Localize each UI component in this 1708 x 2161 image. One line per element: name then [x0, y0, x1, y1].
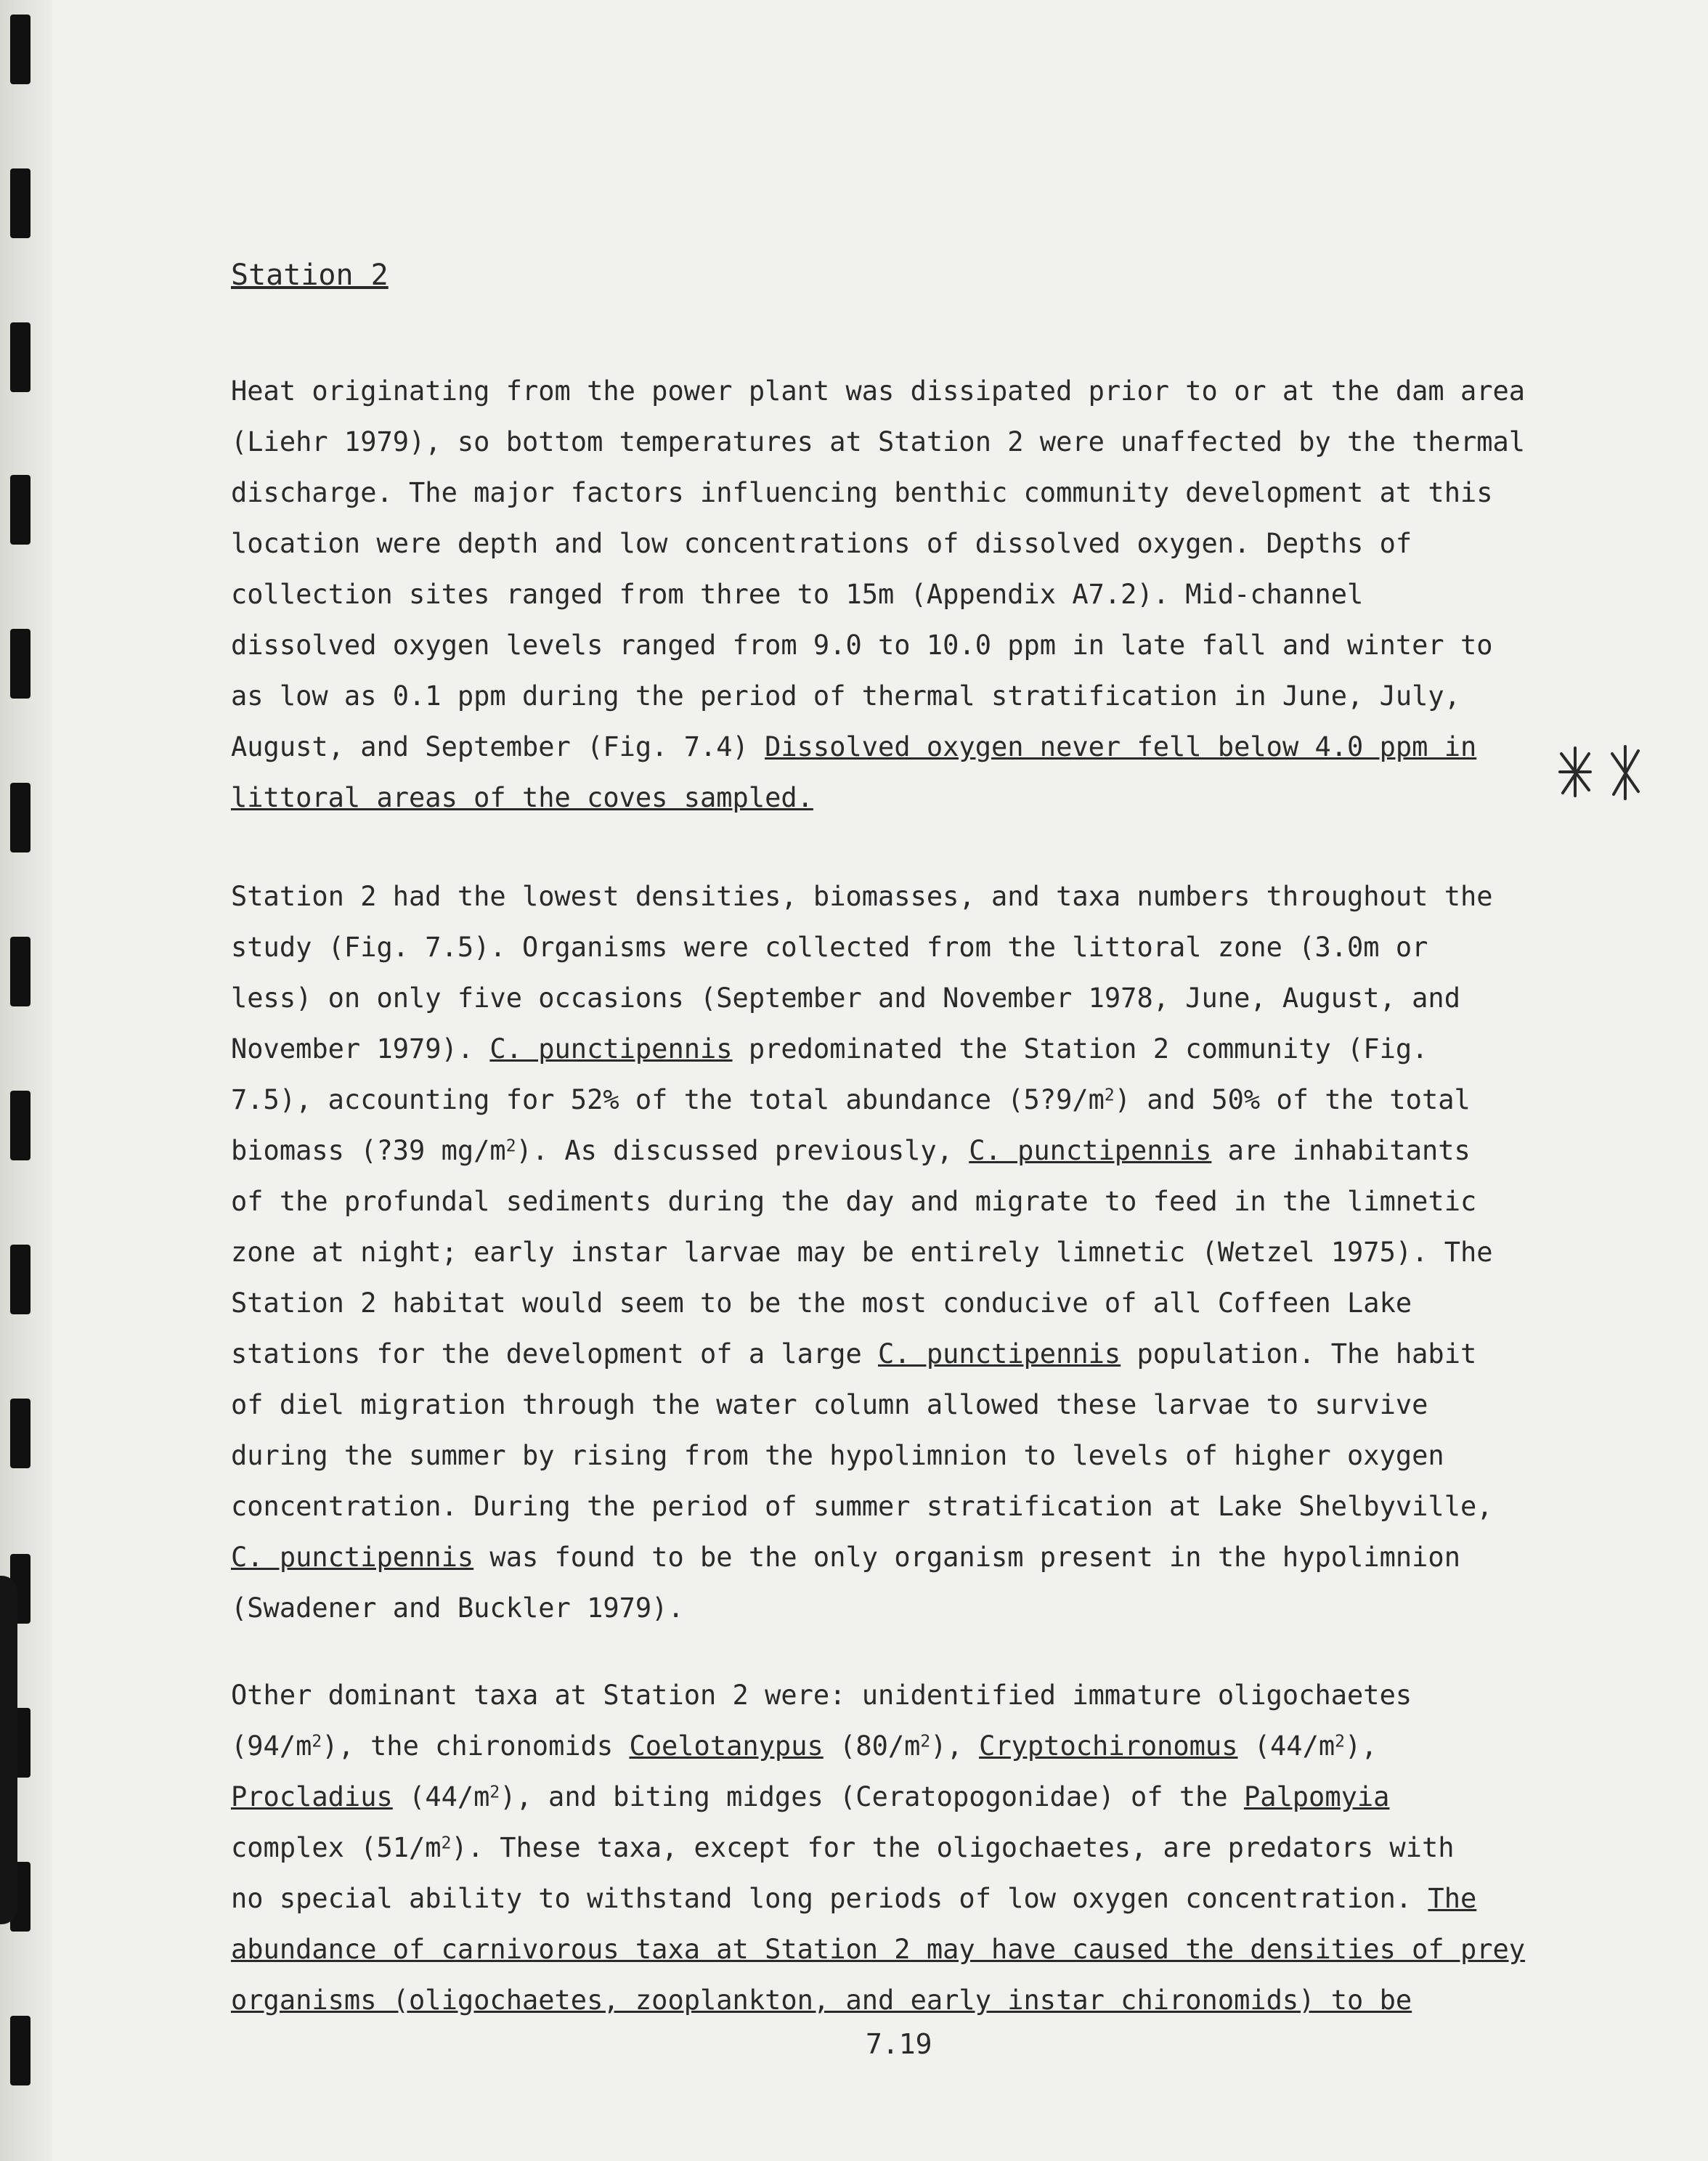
- text-line: [231, 1176, 1596, 1227]
- binder-hole: [10, 1245, 30, 1314]
- text-line: [231, 366, 1596, 417]
- text-segment: (Swadener and Buckler 1979).: [231, 1592, 684, 1624]
- text-line: [231, 1075, 1596, 1126]
- text-segment: population. The habit: [1121, 1338, 1477, 1370]
- text-line: [231, 671, 1596, 722]
- binder-hole: [10, 629, 30, 699]
- text-line: [231, 1126, 1596, 1176]
- text-segment: of diel migration through the water column allowed these larvae to survive: [231, 1389, 1428, 1420]
- superscript: 2: [1335, 1732, 1345, 1751]
- text-segment: ), and biting midges (Ceratopogonidae) of the: [500, 1781, 1244, 1812]
- text-segment: as low as 0.1 ppm during the period of thermal stratification in June, July,: [231, 680, 1460, 712]
- text-segment: (44/m: [392, 1781, 490, 1812]
- text-line: [231, 1481, 1596, 1532]
- text-segment: November 1979).: [231, 1033, 490, 1065]
- text-segment: (94/m: [231, 1730, 312, 1762]
- text-segment: Other dominant taxa at Station 2 were: unidentified immature oligochaetes: [231, 1680, 1412, 1711]
- underlined-text: Procladius: [231, 1781, 393, 1812]
- text-segment: stations for the development of a large: [231, 1338, 879, 1370]
- text-segment: during the summer by rising from the hypolimnion to levels of higher oxygen: [231, 1440, 1444, 1471]
- text-line: [231, 1431, 1596, 1481]
- text-segment: are inhabitants: [1211, 1135, 1471, 1166]
- text-line: [231, 773, 1596, 823]
- text-segment: ),: [930, 1730, 980, 1762]
- text-line: [231, 1278, 1596, 1329]
- text-line: [231, 468, 1596, 518]
- text-line: [231, 1873, 1596, 1924]
- binder-hole: [10, 2016, 30, 2085]
- text-segment: ). These taxa, except for the oligochaetes, are predators with: [451, 1832, 1455, 1863]
- text-line: [231, 620, 1596, 671]
- paragraph: [231, 366, 1596, 823]
- text-segment: collection sites ranged from three to 15m (Appendix A7.2). Mid-channel: [231, 579, 1364, 610]
- underlined-text: The: [1428, 1883, 1477, 1914]
- text-segment: (Liehr 1979), so bottom temperatures at Station 2 were unaffected by the thermal: [231, 426, 1526, 457]
- paragraph: [231, 871, 1596, 1634]
- superscript: 2: [441, 1834, 452, 1853]
- binder-hole: [10, 322, 30, 392]
- text-segment: location were depth and low concentrations of dissolved oxygen. Depths of: [231, 528, 1412, 559]
- binder-hole: [10, 15, 30, 84]
- text-line: [231, 1823, 1596, 1873]
- text-segment: study (Fig. 7.5). Organisms were collected from the littoral zone (3.0m or: [231, 932, 1428, 963]
- underlined-text: littoral areas of the coves sampled.: [231, 782, 813, 813]
- text-segment: dissolved oxygen levels ranged from 9.0 to 10.0 ppm in late fall and winter to: [231, 630, 1493, 661]
- text-segment: zone at night; early instar larvae may be entirely limnetic (Wetzel 1975). The: [231, 1237, 1493, 1268]
- text-segment: Station 2 habitat would seem to be the most conducive of all Coffeen Lake: [231, 1287, 1412, 1319]
- page-number: 7.19: [866, 2028, 932, 2060]
- underlined-text: Dissolved oxygen never fell below 4.0 ppm in: [765, 731, 1477, 762]
- text-segment: no special ability to withstand long periods of low oxygen concentration.: [231, 1883, 1428, 1914]
- text-line: [231, 922, 1596, 973]
- text-line: [231, 569, 1596, 620]
- text-line: [231, 1772, 1596, 1823]
- underlined-text: C. punctipennis: [969, 1135, 1212, 1166]
- underlined-text: Cryptochironomus: [979, 1730, 1238, 1762]
- text-segment: concentration. During the period of summer stratification at Lake Shelbyville,: [231, 1491, 1493, 1522]
- text-line: [231, 1024, 1596, 1075]
- superscript: 2: [505, 1136, 516, 1156]
- superscript: 2: [1104, 1086, 1115, 1105]
- text-line: [231, 518, 1596, 569]
- text-segment: (80/m: [823, 1730, 921, 1762]
- underlined-text: abundance of carnivorous taxa at Station 2 may have caused the densities of prey: [231, 1934, 1526, 1965]
- paragraph: [231, 1670, 1596, 2026]
- text-segment: Station 2 had the lowest densities, biomasses, and taxa numbers throughout the: [231, 881, 1493, 912]
- binder-hole: [10, 783, 30, 852]
- text-segment: predominated the Station 2 community (Fig.: [732, 1033, 1428, 1065]
- text-segment: ),: [1344, 1730, 1378, 1762]
- underlined-text: organisms (oligochaetes, zooplankton, and early instar chironomids) to be: [231, 1985, 1412, 2016]
- underlined-text: Palpomyia: [1243, 1781, 1390, 1812]
- text-segment: was found to be the only organism present in the hypolimnion: [473, 1542, 1460, 1573]
- binder-shadow: [0, 1576, 17, 1924]
- binder-strip: [0, 0, 52, 2161]
- text-segment: Heat originating from the power plant was dissipated prior to or at the dam area: [231, 375, 1526, 407]
- text-segment: (44/m: [1237, 1730, 1335, 1762]
- underlined-text: C. punctipennis: [231, 1542, 474, 1573]
- text-line: [231, 1380, 1596, 1431]
- text-line: [231, 871, 1596, 922]
- text-segment: complex (51/m: [231, 1832, 442, 1863]
- text-segment: ) and 50% of the total: [1114, 1084, 1471, 1115]
- text-line: [231, 1532, 1596, 1583]
- text-line: [231, 1924, 1596, 1975]
- text-segment: of the profundal sediments during the day and migrate to feed in the limnetic: [231, 1186, 1477, 1217]
- text-line: [231, 417, 1596, 468]
- binder-hole: [10, 168, 30, 238]
- text-segment: biomass (?39 mg/m: [231, 1135, 506, 1166]
- binder-hole: [10, 1399, 30, 1468]
- superscript: 2: [312, 1732, 322, 1751]
- superscript: 2: [920, 1732, 931, 1751]
- binder-hole: [10, 937, 30, 1006]
- text-line: [231, 1227, 1596, 1278]
- text-segment: 7.5), accounting for 52% of the total abundance (5?9/m: [231, 1084, 1105, 1115]
- text-line: [231, 1975, 1596, 2026]
- text-line: [231, 1329, 1596, 1380]
- text-segment: discharge. The major factors influencing benthic community development at this: [231, 477, 1493, 508]
- section-heading: Station 2: [231, 259, 389, 292]
- underlined-text: C. punctipennis: [878, 1338, 1121, 1370]
- text-line: [231, 1670, 1596, 1721]
- text-segment: ), the chironomids: [322, 1730, 630, 1762]
- underlined-text: Coelotanypus: [629, 1730, 824, 1762]
- text-segment: ). As discussed previously,: [516, 1135, 969, 1166]
- text-segment: August, and September (Fig. 7.4): [231, 731, 765, 762]
- superscript: 2: [489, 1783, 500, 1802]
- text-line: [231, 1721, 1596, 1772]
- text-segment: less) on only five occasions (September and November 1978, June, August, and: [231, 982, 1460, 1014]
- binder-hole: [10, 1091, 30, 1160]
- binder-hole: [10, 475, 30, 545]
- asterisk-pair-icon: [1545, 739, 1654, 805]
- text-line: [231, 973, 1596, 1024]
- underlined-text: C. punctipennis: [489, 1033, 733, 1065]
- text-line: [231, 722, 1596, 773]
- text-line: [231, 1583, 1596, 1634]
